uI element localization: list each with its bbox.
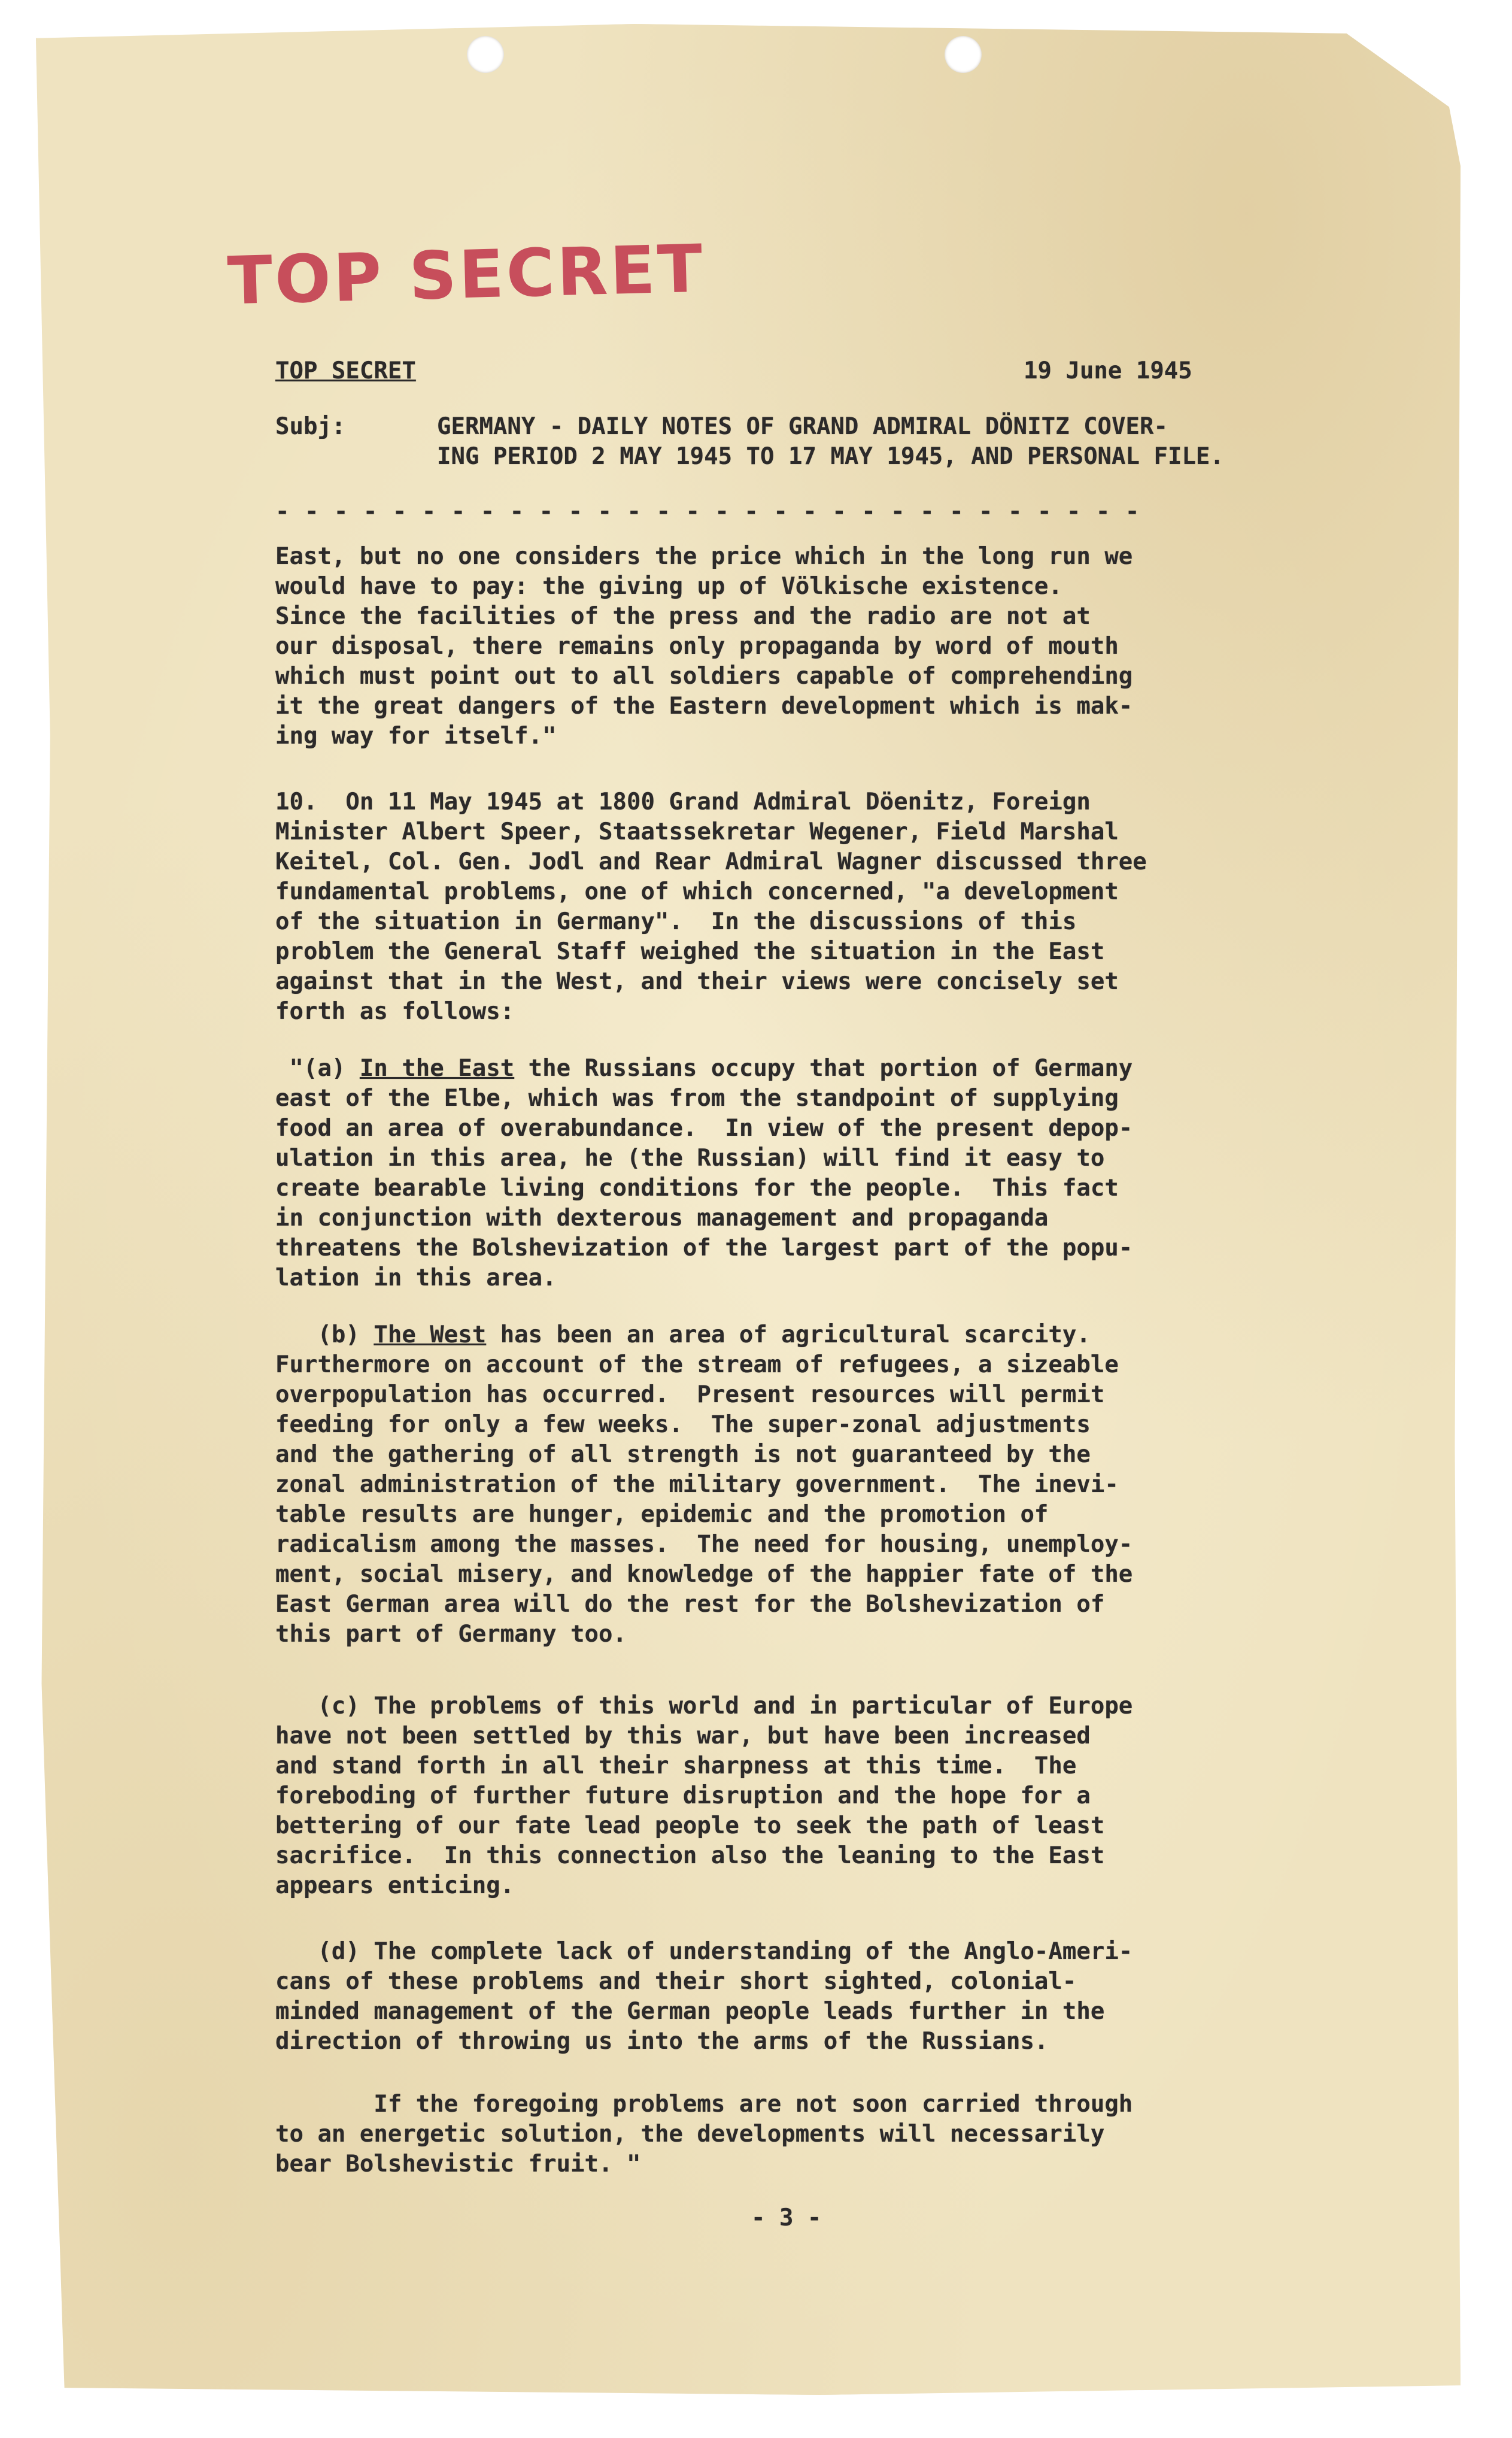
top-secret-stamp: TOP SECRET: [226, 230, 706, 320]
document-date: 19 June 1945: [1024, 357, 1192, 384]
text-line: east of the Elbe, which was from the standpoint of supplying: [275, 1085, 1119, 1112]
subject-line: ING PERIOD 2 MAY 1945 TO 17 MAY 1945, AND PERSONAL FILE.: [437, 443, 1224, 470]
text-line: [275, 1055, 1133, 1082]
text-line: (c) The problems of this world and in particular of Europe: [275, 1693, 1133, 1720]
text-line: bettering of our fate lead people to seek the path of least: [275, 1812, 1105, 1839]
text-line: against that in the West, and their views were concisely set: [275, 968, 1119, 995]
text-line: Since the facilities of the press and the radio are not at: [275, 603, 1091, 630]
text-line: direction of throwing us into the arms of the Russians.: [275, 2028, 1049, 2055]
punch-hole-left: [467, 36, 504, 73]
paragraph-c: [275, 1691, 1133, 1901]
divider-line: - - - - - - - - - - - - - - - - - - - - - - - - - - - - - -: [275, 498, 1140, 525]
text-line: threatens the Bolshevization of the largest part of the popu-: [275, 1235, 1133, 1262]
paragraph-continuation: [275, 542, 1133, 751]
text-line: forth as follows:: [275, 998, 515, 1025]
text-line: in conjunction with dexterous management and propaganda: [275, 1205, 1049, 1232]
closing-paragraph: [275, 2090, 1133, 2179]
text-line: cans of these problems and their short sighted, colonial-: [275, 1968, 1077, 1995]
underlined-heading: The West: [374, 1321, 487, 1348]
page-number: - 3 -: [751, 2204, 822, 2231]
text-line: Keitel, Col. Gen. Jodl and Rear Admiral Wagner discussed three: [275, 848, 1147, 875]
text-fragment: has been an area of agricultural scarcity.: [486, 1321, 1091, 1348]
text-line: ulation in this area, he (the Russian) will find it easy to: [275, 1145, 1105, 1172]
text-line: and the gathering of all strength is not guaranteed by the: [275, 1441, 1091, 1468]
text-line: sacrifice. In this connection also the leaning to the East: [275, 1842, 1105, 1869]
text-line: foreboding of further future disruption and the hope for a: [275, 1782, 1091, 1809]
text-line: ment, social misery, and knowledge of the happier fate of the: [275, 1561, 1133, 1588]
text-line: East, but no one considers the price which in the long run we: [275, 543, 1133, 570]
text-line: If the foregoing problems are not soon carried through: [275, 2091, 1133, 2118]
text-line: create bearable living conditions for the people. This fact: [275, 1175, 1119, 1202]
text-line: 10. On 11 May 1945 at 1800 Grand Admiral Döenitz, Foreign: [275, 789, 1091, 815]
subject-text: [437, 412, 1224, 472]
text-line: fundamental problems, one of which concerned, "a development: [275, 878, 1119, 905]
text-line: minded management of the German people leads further in the: [275, 1998, 1105, 2025]
text-line: this part of Germany too.: [275, 1621, 627, 1648]
text-line: bear Bolshevistic fruit. ": [275, 2151, 641, 2178]
text-line: Furthermore on account of the stream of refugees, a sizeable: [275, 1351, 1119, 1378]
text-line: which must point out to all soldiers capable of comprehending: [275, 663, 1133, 690]
subject-label: Subj:: [275, 413, 346, 440]
item-marker: "(a): [275, 1055, 360, 1082]
text-line: of the situation in Germany". In the discussions of this: [275, 908, 1077, 935]
text-line: to an energetic solution, the developments will necessarily: [275, 2121, 1105, 2148]
paragraph-a: [275, 1054, 1133, 1293]
subject-line: GERMANY - DAILY NOTES OF GRAND ADMIRAL DÖNITZ COVER-: [437, 413, 1168, 440]
underlined-heading: In the East: [359, 1055, 515, 1082]
text-line: our disposal, there remains only propaganda by word of mouth: [275, 633, 1119, 660]
text-line: lation in this area.: [275, 1265, 557, 1291]
text-line: overpopulation has occurred. Present resources will permit: [275, 1381, 1105, 1408]
text-line: appears enticing.: [275, 1872, 515, 1899]
text-line: food an area of overabundance. In view of the present depop-: [275, 1115, 1133, 1142]
text-line: and stand forth in all their sharpness at this time. The: [275, 1752, 1077, 1779]
text-line: it the great dangers of the Eastern development which is mak-: [275, 693, 1133, 720]
text-fragment: the Russians occupy that portion of Germany: [514, 1055, 1133, 1082]
item-marker: (b): [275, 1321, 374, 1348]
text-line: radicalism among the masses. The need for housing, unemploy-: [275, 1531, 1133, 1558]
paragraph-10: [275, 787, 1147, 1027]
text-line: Minister Albert Speer, Staatssekretar Wegener, Field Marshal: [275, 818, 1119, 845]
punch-hole-right: [945, 36, 982, 73]
classification-heading: TOP SECRET: [275, 357, 416, 384]
text-line: problem the General Staff weighed the situation in the East: [275, 938, 1105, 965]
text-line: feeding for only a few weeks. The super-zonal adjustments: [275, 1411, 1091, 1438]
text-line: East German area will do the rest for the Bolshevization of: [275, 1591, 1105, 1618]
text-line: ing way for itself.": [275, 723, 557, 750]
text-line: table results are hunger, epidemic and the promotion of: [275, 1501, 1049, 1528]
paragraph-b: [275, 1320, 1133, 1649]
text-line: would have to pay: the giving up of Völkische existence.: [275, 573, 1062, 600]
paragraph-d: [275, 1937, 1133, 2057]
text-line: (d) The complete lack of understanding of the Anglo-Ameri-: [275, 1938, 1133, 1965]
text-line: zonal administration of the military government. The inevi-: [275, 1471, 1119, 1498]
text-line: [275, 1321, 1091, 1348]
text-line: have not been settled by this war, but have been increased: [275, 1723, 1091, 1749]
